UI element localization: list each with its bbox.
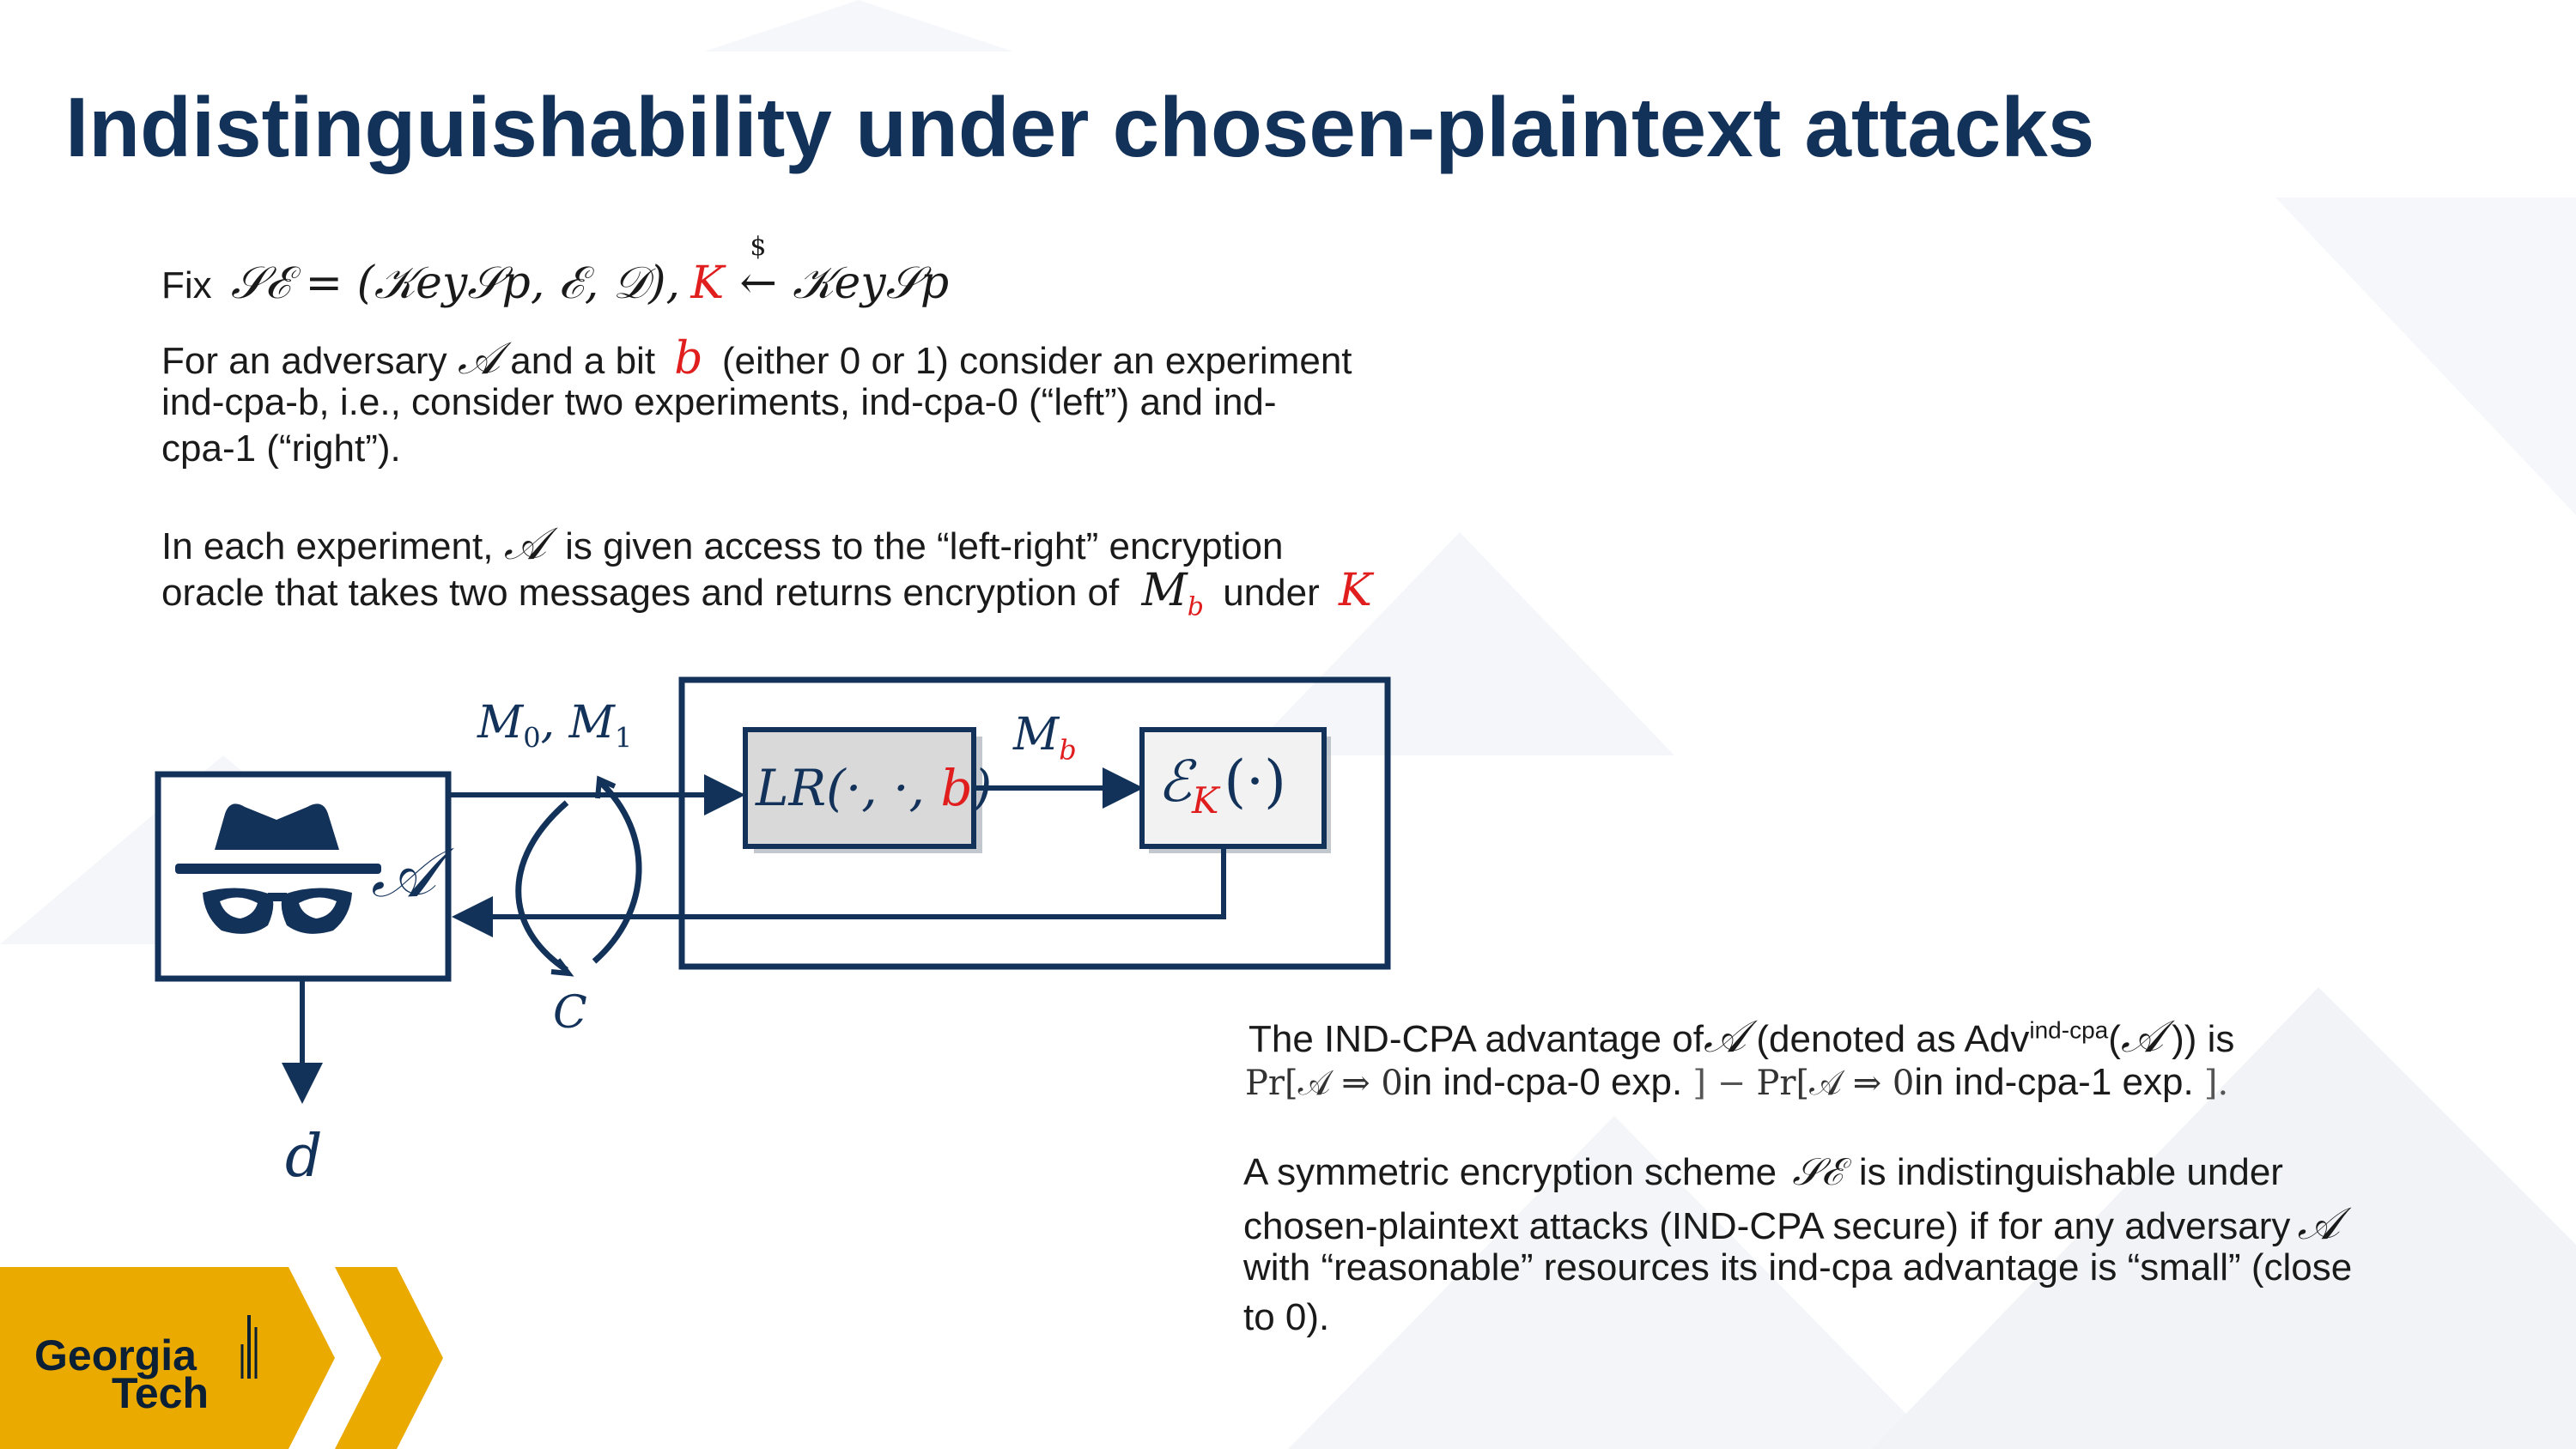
definition-line2: chosen-plaintext attacks (IND-CPA secure) if for any adversary 𝒜 — [1243, 1198, 2340, 1250]
para1-line1: For an adversary 𝒜 and a bit b (either 0 or 1) consider an experiment — [161, 333, 1352, 385]
adversary-symbol: 𝒜 — [1703, 1011, 1747, 1063]
message-mb: $M_b$ — [1141, 565, 1204, 622]
lr-label: LR(·, ·, b) — [756, 759, 993, 817]
slide-title: Indistinguishability under chosen-plaintext attacks — [65, 80, 2095, 174]
fix-label: Fix — [161, 264, 212, 306]
para1-line2: ind-cpa-b, i.e., consider two experiments, ind-cpa-0 (“left”) and ind- — [161, 381, 1277, 423]
messages-label: $M_0$, $M_1$ — [477, 697, 633, 755]
para2-line2: oracle that takes two messages and returns encryption of $M_b$ under K — [161, 565, 1372, 622]
definition-line1: A symmetric encryption scheme 𝒮ℰ is indistinguishable under — [1243, 1150, 2283, 1194]
para2-line1: In each experiment, 𝒜 is given access to the “left-right” encryption — [161, 518, 1284, 570]
scheme-symbol: 𝒮ℰ — [1792, 1150, 1844, 1194]
adversary-symbol: 𝒜 — [2120, 1011, 2164, 1063]
advantage-line1: The IND-CPA advantage of𝒜 (denoted as Adv$^{ind-cpa}$(𝒜 )) is — [1249, 1011, 2235, 1063]
key-symbol: K — [690, 258, 725, 309]
dollar-sign: $ — [750, 232, 767, 262]
logo-line2: Tech — [112, 1369, 209, 1417]
bit-symbol: b — [674, 333, 703, 385]
logo-line1: Georgia — [34, 1331, 197, 1379]
output-label: d — [285, 1123, 323, 1191]
arc-right — [594, 783, 639, 961]
key-symbol: K — [1338, 565, 1372, 616]
definition-line3: with “reasonable” resources its ind-cpa advantage is “small” (close — [1243, 1246, 2353, 1288]
adversary-symbol: 𝒜 — [2297, 1198, 2340, 1250]
para1-line3: cpa-1 (“right”). — [161, 427, 401, 470]
arc-left — [519, 803, 567, 970]
key-space: 𝒦ey𝒮p — [793, 258, 950, 309]
adversary-symbol: 𝒜 — [457, 333, 501, 385]
definition-line4: to 0). — [1243, 1296, 1330, 1338]
ciphertext-label: C — [553, 987, 587, 1039]
sample-arrow: ← — [739, 258, 777, 309]
adversary-label: 𝒜 — [371, 833, 436, 912]
adversary-symbol: 𝒜 — [503, 518, 546, 570]
mb-label: $M_b$ — [1013, 709, 1077, 767]
scheme-definition: 𝒮ℰ = (𝒦ey𝒮p, ℰ, 𝒟), — [230, 258, 681, 309]
ciphertext-return — [457, 846, 1224, 917]
encryption-label: ℰ$_K$(·) — [1157, 749, 1286, 822]
advantage-line2: Pr[𝒜 ⇒ 0in ind-cpa-0 exp. ] − Pr[𝒜 ⇒ 0in ind-cpa-1 exp. ]. — [1245, 1061, 2229, 1103]
